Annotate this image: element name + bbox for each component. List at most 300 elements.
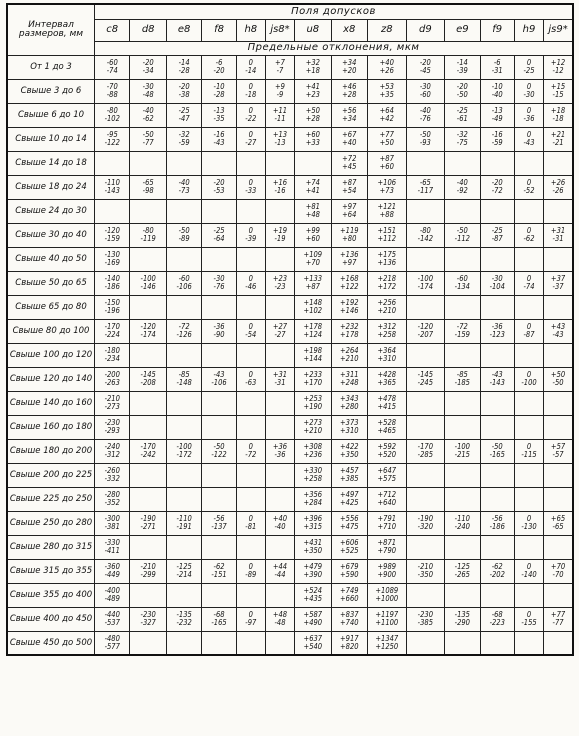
deviation-cell: +1089 +1000	[368, 583, 407, 607]
deviation-cell	[480, 151, 514, 175]
size-range-label: Свыше 80 до 100	[7, 319, 95, 343]
deviation-cell: +837 +740	[331, 607, 367, 631]
deviation-cell: -110 -191	[166, 511, 201, 535]
deviation-cell: 0 -62	[514, 223, 543, 247]
deviation-cell: +587 +490	[295, 607, 331, 631]
deviation-cell: 0 -14	[236, 55, 265, 79]
deviation-cell	[514, 295, 543, 319]
deviation-cell	[265, 247, 294, 271]
deviation-cell: +606 +525	[331, 535, 367, 559]
deviation-cell: +312 +258	[368, 319, 407, 343]
deviation-cell: -145 -245	[406, 367, 445, 391]
size-range-label: Свыше 450 до 500	[7, 631, 95, 655]
deviation-cell: -60 -106	[166, 271, 201, 295]
deviation-cell: +218 +172	[368, 271, 407, 295]
deviation-cell: -65 -98	[130, 175, 166, 199]
deviation-cell: +77 -77	[544, 607, 573, 631]
deviation-cell	[514, 343, 543, 367]
table-row	[7, 559, 573, 583]
deviation-cell	[514, 487, 543, 511]
deviation-cell	[130, 535, 166, 559]
deviation-cell: +148 +102	[295, 295, 331, 319]
deviation-cell	[236, 463, 265, 487]
deviation-cell: -40 -76	[406, 103, 445, 127]
deviation-cell	[166, 463, 201, 487]
deviation-cell: +87 +60	[368, 151, 407, 175]
deviation-cell: +74 +41	[295, 175, 331, 199]
deviation-cell: +50 +28	[295, 103, 331, 127]
table-row	[7, 271, 573, 295]
size-range-label: Свыше 10 до 14	[7, 127, 95, 151]
size-range-label: Свыше 225 до 250	[7, 487, 95, 511]
deviation-cell: -72 -159	[445, 319, 480, 343]
deviation-cell: -60 -74	[95, 55, 130, 79]
deviation-cell: 0 -130	[514, 511, 543, 535]
deviation-cell: +457 +385	[331, 463, 367, 487]
deviation-cell: -85 -148	[166, 367, 201, 391]
deviation-cell: -135 -232	[166, 607, 201, 631]
tolerance-code-11: f9	[480, 19, 514, 41]
deviation-cell	[166, 631, 201, 655]
deviation-cell	[544, 631, 573, 655]
deviation-cell	[166, 391, 201, 415]
deviation-cell	[295, 151, 331, 175]
deviation-cell	[202, 535, 236, 559]
deviation-cell: +60 +33	[295, 127, 331, 151]
deviation-cell: -95 -122	[95, 127, 130, 151]
deviation-cell: +26 -26	[544, 175, 573, 199]
deviation-cell: 0 -97	[236, 607, 265, 631]
deviation-cell: +21 -21	[544, 127, 573, 151]
deviation-cell	[480, 535, 514, 559]
deviation-cell: 0 -72	[236, 439, 265, 463]
deviation-cell: 0 -25	[514, 55, 543, 79]
deviation-cell	[202, 295, 236, 319]
deviation-cell	[544, 151, 573, 175]
deviation-cell	[202, 151, 236, 175]
table-row	[7, 439, 573, 463]
deviation-cell	[514, 631, 543, 655]
deviation-cell	[480, 583, 514, 607]
deviation-cell: -210 -350	[406, 559, 445, 583]
deviation-cell: -230 -327	[130, 607, 166, 631]
deviation-cell: -40 -92	[445, 175, 480, 199]
deviation-cell	[480, 247, 514, 271]
deviation-cell	[480, 199, 514, 223]
deviation-cell: 0 -54	[236, 319, 265, 343]
deviation-cell: 0 -87	[514, 319, 543, 343]
deviation-cell: -400 -489	[95, 583, 130, 607]
deviation-cell	[544, 415, 573, 439]
deviation-cell: +647 +575	[368, 463, 407, 487]
deviation-cell	[236, 343, 265, 367]
deviation-cell	[406, 343, 445, 367]
deviation-cell	[130, 631, 166, 655]
deviation-cell	[406, 535, 445, 559]
size-range-label: Свыше 65 до 80	[7, 295, 95, 319]
deviation-cell: +364 +310	[368, 343, 407, 367]
deviation-cell: -300 -381	[95, 511, 130, 535]
size-range-label: Свыше 315 до 355	[7, 559, 95, 583]
deviation-cell: +70 -70	[544, 559, 573, 583]
deviation-cell	[514, 415, 543, 439]
deviation-cell: -120 -159	[95, 223, 130, 247]
deviation-cell	[166, 295, 201, 319]
deviation-cell: -260 -332	[95, 463, 130, 487]
deviation-cell: 0 -36	[514, 103, 543, 127]
table-row	[7, 607, 573, 631]
deviation-cell	[236, 295, 265, 319]
deviation-cell	[265, 631, 294, 655]
tolerance-code-3: f8	[202, 19, 236, 41]
deviation-cell: +264 +210	[331, 343, 367, 367]
table-row	[7, 151, 573, 175]
deviation-cell: +77 +50	[368, 127, 407, 151]
deviation-cell: 0 -115	[514, 439, 543, 463]
table-row	[7, 295, 573, 319]
table-row	[7, 223, 573, 247]
deviation-cell: +34 +20	[331, 55, 367, 79]
size-range-label: Свыше 140 до 160	[7, 391, 95, 415]
table-row	[7, 463, 573, 487]
deviation-cell	[236, 391, 265, 415]
deviation-cell	[480, 343, 514, 367]
deviation-cell: -190 -320	[406, 511, 445, 535]
deviation-cell: 0 -155	[514, 607, 543, 631]
deviation-cell: -36 -90	[202, 319, 236, 343]
deviation-cell	[514, 247, 543, 271]
deviation-cell: +40 -40	[265, 511, 294, 535]
deviation-cell: -62 -151	[202, 559, 236, 583]
deviation-cell: -360 -449	[95, 559, 130, 583]
deviation-cell: +121 +88	[368, 199, 407, 223]
deviation-cell: -10 -40	[480, 79, 514, 103]
deviation-cell: +32 +18	[295, 55, 331, 79]
deviation-cell: +136 +97	[331, 247, 367, 271]
deviation-cell: -190 -271	[130, 511, 166, 535]
deviation-cell: +232 +178	[331, 319, 367, 343]
deviation-cell	[166, 151, 201, 175]
table-row	[7, 247, 573, 271]
deviation-cell: +791 +710	[368, 511, 407, 535]
deviation-cell	[202, 415, 236, 439]
deviation-cell: -210 -299	[130, 559, 166, 583]
deviation-cell: -56 -137	[202, 511, 236, 535]
deviation-cell: -16 -43	[202, 127, 236, 151]
deviation-cell: -10 -28	[202, 79, 236, 103]
deviation-cell	[236, 415, 265, 439]
deviation-cell: -100 -146	[130, 271, 166, 295]
deviation-cell	[236, 583, 265, 607]
deviation-cell	[202, 631, 236, 655]
deviation-cell	[514, 535, 543, 559]
deviation-cell	[166, 487, 201, 511]
deviation-cell: 0 -46	[236, 271, 265, 295]
deviation-cell: +27 -27	[265, 319, 294, 343]
deviation-cell: -13 -49	[480, 103, 514, 127]
deviation-cell	[406, 295, 445, 319]
deviation-cell: +308 +236	[295, 439, 331, 463]
deviation-cell	[445, 415, 480, 439]
deviation-cell	[265, 415, 294, 439]
deviation-cell	[265, 151, 294, 175]
table-row	[7, 343, 573, 367]
deviation-cell: +106 +73	[368, 175, 407, 199]
deviation-cell: -43 -106	[202, 367, 236, 391]
table-row	[7, 127, 573, 151]
deviation-cell: -13 -35	[202, 103, 236, 127]
deviation-cell: -240 -312	[95, 439, 130, 463]
deviation-cell: +273 +210	[295, 415, 331, 439]
size-range-label: Свыше 120 до 140	[7, 367, 95, 391]
deviation-cell	[480, 463, 514, 487]
deviation-cell	[166, 535, 201, 559]
deviation-cell: -50 -122	[202, 439, 236, 463]
deviation-cell	[514, 391, 543, 415]
deviation-cell: -65 -117	[406, 175, 445, 199]
tolerance-code-8: z8	[368, 19, 407, 41]
deviation-cell: -30 -60	[406, 79, 445, 103]
deviation-cell: -80 -119	[130, 223, 166, 247]
deviation-cell	[130, 343, 166, 367]
deviation-cell: -50 -93	[406, 127, 445, 151]
tolerance-code-0: c8	[95, 19, 130, 41]
deviation-cell	[166, 247, 201, 271]
deviation-cell: -62 -202	[480, 559, 514, 583]
deviation-cell: -80 -102	[95, 103, 130, 127]
deviation-cell: +37 -37	[544, 271, 573, 295]
deviation-cell	[130, 151, 166, 175]
deviation-cell	[265, 391, 294, 415]
deviation-cell: +175 +136	[368, 247, 407, 271]
deviation-cell: -68 -165	[202, 607, 236, 631]
deviation-cell	[406, 151, 445, 175]
deviation-cell: +40 +26	[368, 55, 407, 79]
deviation-cell	[445, 199, 480, 223]
deviation-cell	[130, 487, 166, 511]
deviation-cell: 0 -33	[236, 175, 265, 199]
deviation-cell	[406, 415, 445, 439]
deviation-cell	[236, 199, 265, 223]
deviation-cell: -130 -169	[95, 247, 130, 271]
size-range-label: Свыше 355 до 400	[7, 583, 95, 607]
deviation-cell	[130, 463, 166, 487]
deviation-cell	[202, 583, 236, 607]
table-row	[7, 79, 573, 103]
deviation-cell: -6 -20	[202, 55, 236, 79]
size-range-label: Свыше 200 до 225	[7, 463, 95, 487]
deviation-cell: -110 -240	[445, 511, 480, 535]
deviation-cell	[406, 631, 445, 655]
deviation-cell	[236, 535, 265, 559]
deviation-cell: -230 -293	[95, 415, 130, 439]
deviation-cell: -120 -174	[130, 319, 166, 343]
deviation-cell: +428 +365	[368, 367, 407, 391]
deviation-cell	[544, 199, 573, 223]
deviation-cell: +19 -19	[265, 223, 294, 247]
deviation-cell: +9 -9	[265, 79, 294, 103]
size-range-label: Свыше 40 до 50	[7, 247, 95, 271]
size-range-label: Свыше 100 до 120	[7, 343, 95, 367]
deviation-cell: -25 -47	[166, 103, 201, 127]
deviation-cell: -170 -224	[95, 319, 130, 343]
size-range-label: Свыше 6 до 10	[7, 103, 95, 127]
tolerance-code-13: js9*	[544, 19, 573, 41]
deviation-cell: +917 +820	[331, 631, 367, 655]
deviation-cell: -200 -263	[95, 367, 130, 391]
table-row	[7, 175, 573, 199]
deviation-cell: +233 +170	[295, 367, 331, 391]
deviation-cell	[480, 631, 514, 655]
table-row	[7, 103, 573, 127]
deviation-cell	[130, 583, 166, 607]
deviation-cell	[236, 151, 265, 175]
table-row	[7, 583, 573, 607]
table-row	[7, 631, 573, 655]
size-range-label: Свыше 400 до 450	[7, 607, 95, 631]
deviation-cell	[514, 199, 543, 223]
deviation-cell: +478 +415	[368, 391, 407, 415]
deviation-cell: +36 -36	[265, 439, 294, 463]
deviation-cell	[265, 487, 294, 511]
deviation-cell: -125 -265	[445, 559, 480, 583]
deviation-cell: 0 -100	[514, 367, 543, 391]
deviation-cell	[406, 247, 445, 271]
deviation-cell: 0 -81	[236, 511, 265, 535]
deviation-cell: +528 +465	[368, 415, 407, 439]
deviation-cell: -25 -61	[445, 103, 480, 127]
deviation-cell	[130, 199, 166, 223]
deviation-cell: +43 -43	[544, 319, 573, 343]
deviation-cell: -56 -186	[480, 511, 514, 535]
deviation-cell: -440 -537	[95, 607, 130, 631]
deviation-cell	[514, 463, 543, 487]
deviation-cell: +72 +45	[331, 151, 367, 175]
deviation-cell: -100 -215	[445, 439, 480, 463]
tolerance-code-4: h8	[236, 19, 265, 41]
deviation-cell	[130, 295, 166, 319]
table-row	[7, 199, 573, 223]
deviation-cell	[445, 295, 480, 319]
deviation-cell: -170 -242	[130, 439, 166, 463]
deviation-cell	[95, 151, 130, 175]
deviation-cell: +41 +23	[295, 79, 331, 103]
deviation-cell: +637 +540	[295, 631, 331, 655]
deviation-cell: -280 -352	[95, 487, 130, 511]
deviation-cell	[265, 199, 294, 223]
deviation-cell	[445, 487, 480, 511]
deviation-cell	[445, 631, 480, 655]
deviation-cell: +168 +122	[331, 271, 367, 295]
size-range-label: Свыше 50 до 65	[7, 271, 95, 295]
deviation-cell	[544, 391, 573, 415]
deviation-cell: +53 +35	[368, 79, 407, 103]
deviation-cell	[544, 583, 573, 607]
deviation-cell: +23 -23	[265, 271, 294, 295]
deviation-cell: -125 -214	[166, 559, 201, 583]
deviation-cell: 0 -74	[514, 271, 543, 295]
deviation-cell: +50 -50	[544, 367, 573, 391]
deviation-cell: +56 +34	[331, 103, 367, 127]
deviation-cell: -20 -72	[480, 175, 514, 199]
deviation-cell: -25 -64	[202, 223, 236, 247]
deviation-cell: -140 -186	[95, 271, 130, 295]
deviation-cell	[202, 463, 236, 487]
deviation-cell	[202, 247, 236, 271]
size-range-label: Свыше 160 до 180	[7, 415, 95, 439]
deviation-cell	[265, 343, 294, 367]
deviation-cell	[166, 583, 201, 607]
deviation-cell: -70 -88	[95, 79, 130, 103]
deviation-cell: -145 -208	[130, 367, 166, 391]
table-row	[7, 487, 573, 511]
table-row	[7, 415, 573, 439]
tolerance-code-2: e8	[166, 19, 201, 41]
deviation-cell: -25 -87	[480, 223, 514, 247]
deviation-cell: +119 +80	[331, 223, 367, 247]
deviation-cell	[544, 463, 573, 487]
deviation-cell: -150 -196	[95, 295, 130, 319]
deviation-cell: +253 +190	[295, 391, 331, 415]
deviation-cell: +178 +124	[295, 319, 331, 343]
deviation-cell: -43 -143	[480, 367, 514, 391]
deviation-cell	[406, 487, 445, 511]
deviation-cell: -100 -174	[406, 271, 445, 295]
deviation-cell: -180 -234	[95, 343, 130, 367]
deviation-cell: 0 -22	[236, 103, 265, 127]
deviation-cell: 0 -140	[514, 559, 543, 583]
deviation-cell: -32 -59	[166, 127, 201, 151]
deviation-cell: -50 -165	[480, 439, 514, 463]
deviation-cell: -20 -34	[130, 55, 166, 79]
tolerance-code-10: e9	[445, 19, 480, 41]
deviation-cell: +1347 +1250	[368, 631, 407, 655]
tolerance-code-6: u8	[295, 19, 331, 41]
deviation-cell	[544, 487, 573, 511]
table-row	[7, 367, 573, 391]
deviation-cell	[445, 391, 480, 415]
size-range-label: Свыше 180 до 200	[7, 439, 95, 463]
deviation-cell: -50 -89	[166, 223, 201, 247]
deviation-cell: +431 +350	[295, 535, 331, 559]
deviation-cell: +46 +28	[331, 79, 367, 103]
deviation-cell: -40 -73	[166, 175, 201, 199]
deviation-cell: +13 -13	[265, 127, 294, 151]
deviation-cell: +57 -57	[544, 439, 573, 463]
deviation-cell	[265, 463, 294, 487]
deviation-cell: +356 +284	[295, 487, 331, 511]
deviation-cell: -14 -28	[166, 55, 201, 79]
deviation-cell: +7 -7	[265, 55, 294, 79]
deviation-cell	[236, 247, 265, 271]
deviations-title: Предельные отклонения, мкм	[95, 41, 573, 55]
deviation-cell	[445, 535, 480, 559]
deviation-cell: -68 -223	[480, 607, 514, 631]
deviation-cell: -32 -75	[445, 127, 480, 151]
table-row	[7, 511, 573, 535]
deviation-cell	[166, 343, 201, 367]
deviation-cell	[445, 463, 480, 487]
deviation-cell: -330 -411	[95, 535, 130, 559]
deviation-cell: +133 +87	[295, 271, 331, 295]
tolerance-code-9: d9	[406, 19, 445, 41]
deviation-cell: +479 +390	[295, 559, 331, 583]
deviation-cell	[480, 391, 514, 415]
deviation-cell: 0 -30	[514, 79, 543, 103]
deviation-cell: +12 -12	[544, 55, 573, 79]
deviation-cell	[445, 151, 480, 175]
deviation-cell	[406, 583, 445, 607]
